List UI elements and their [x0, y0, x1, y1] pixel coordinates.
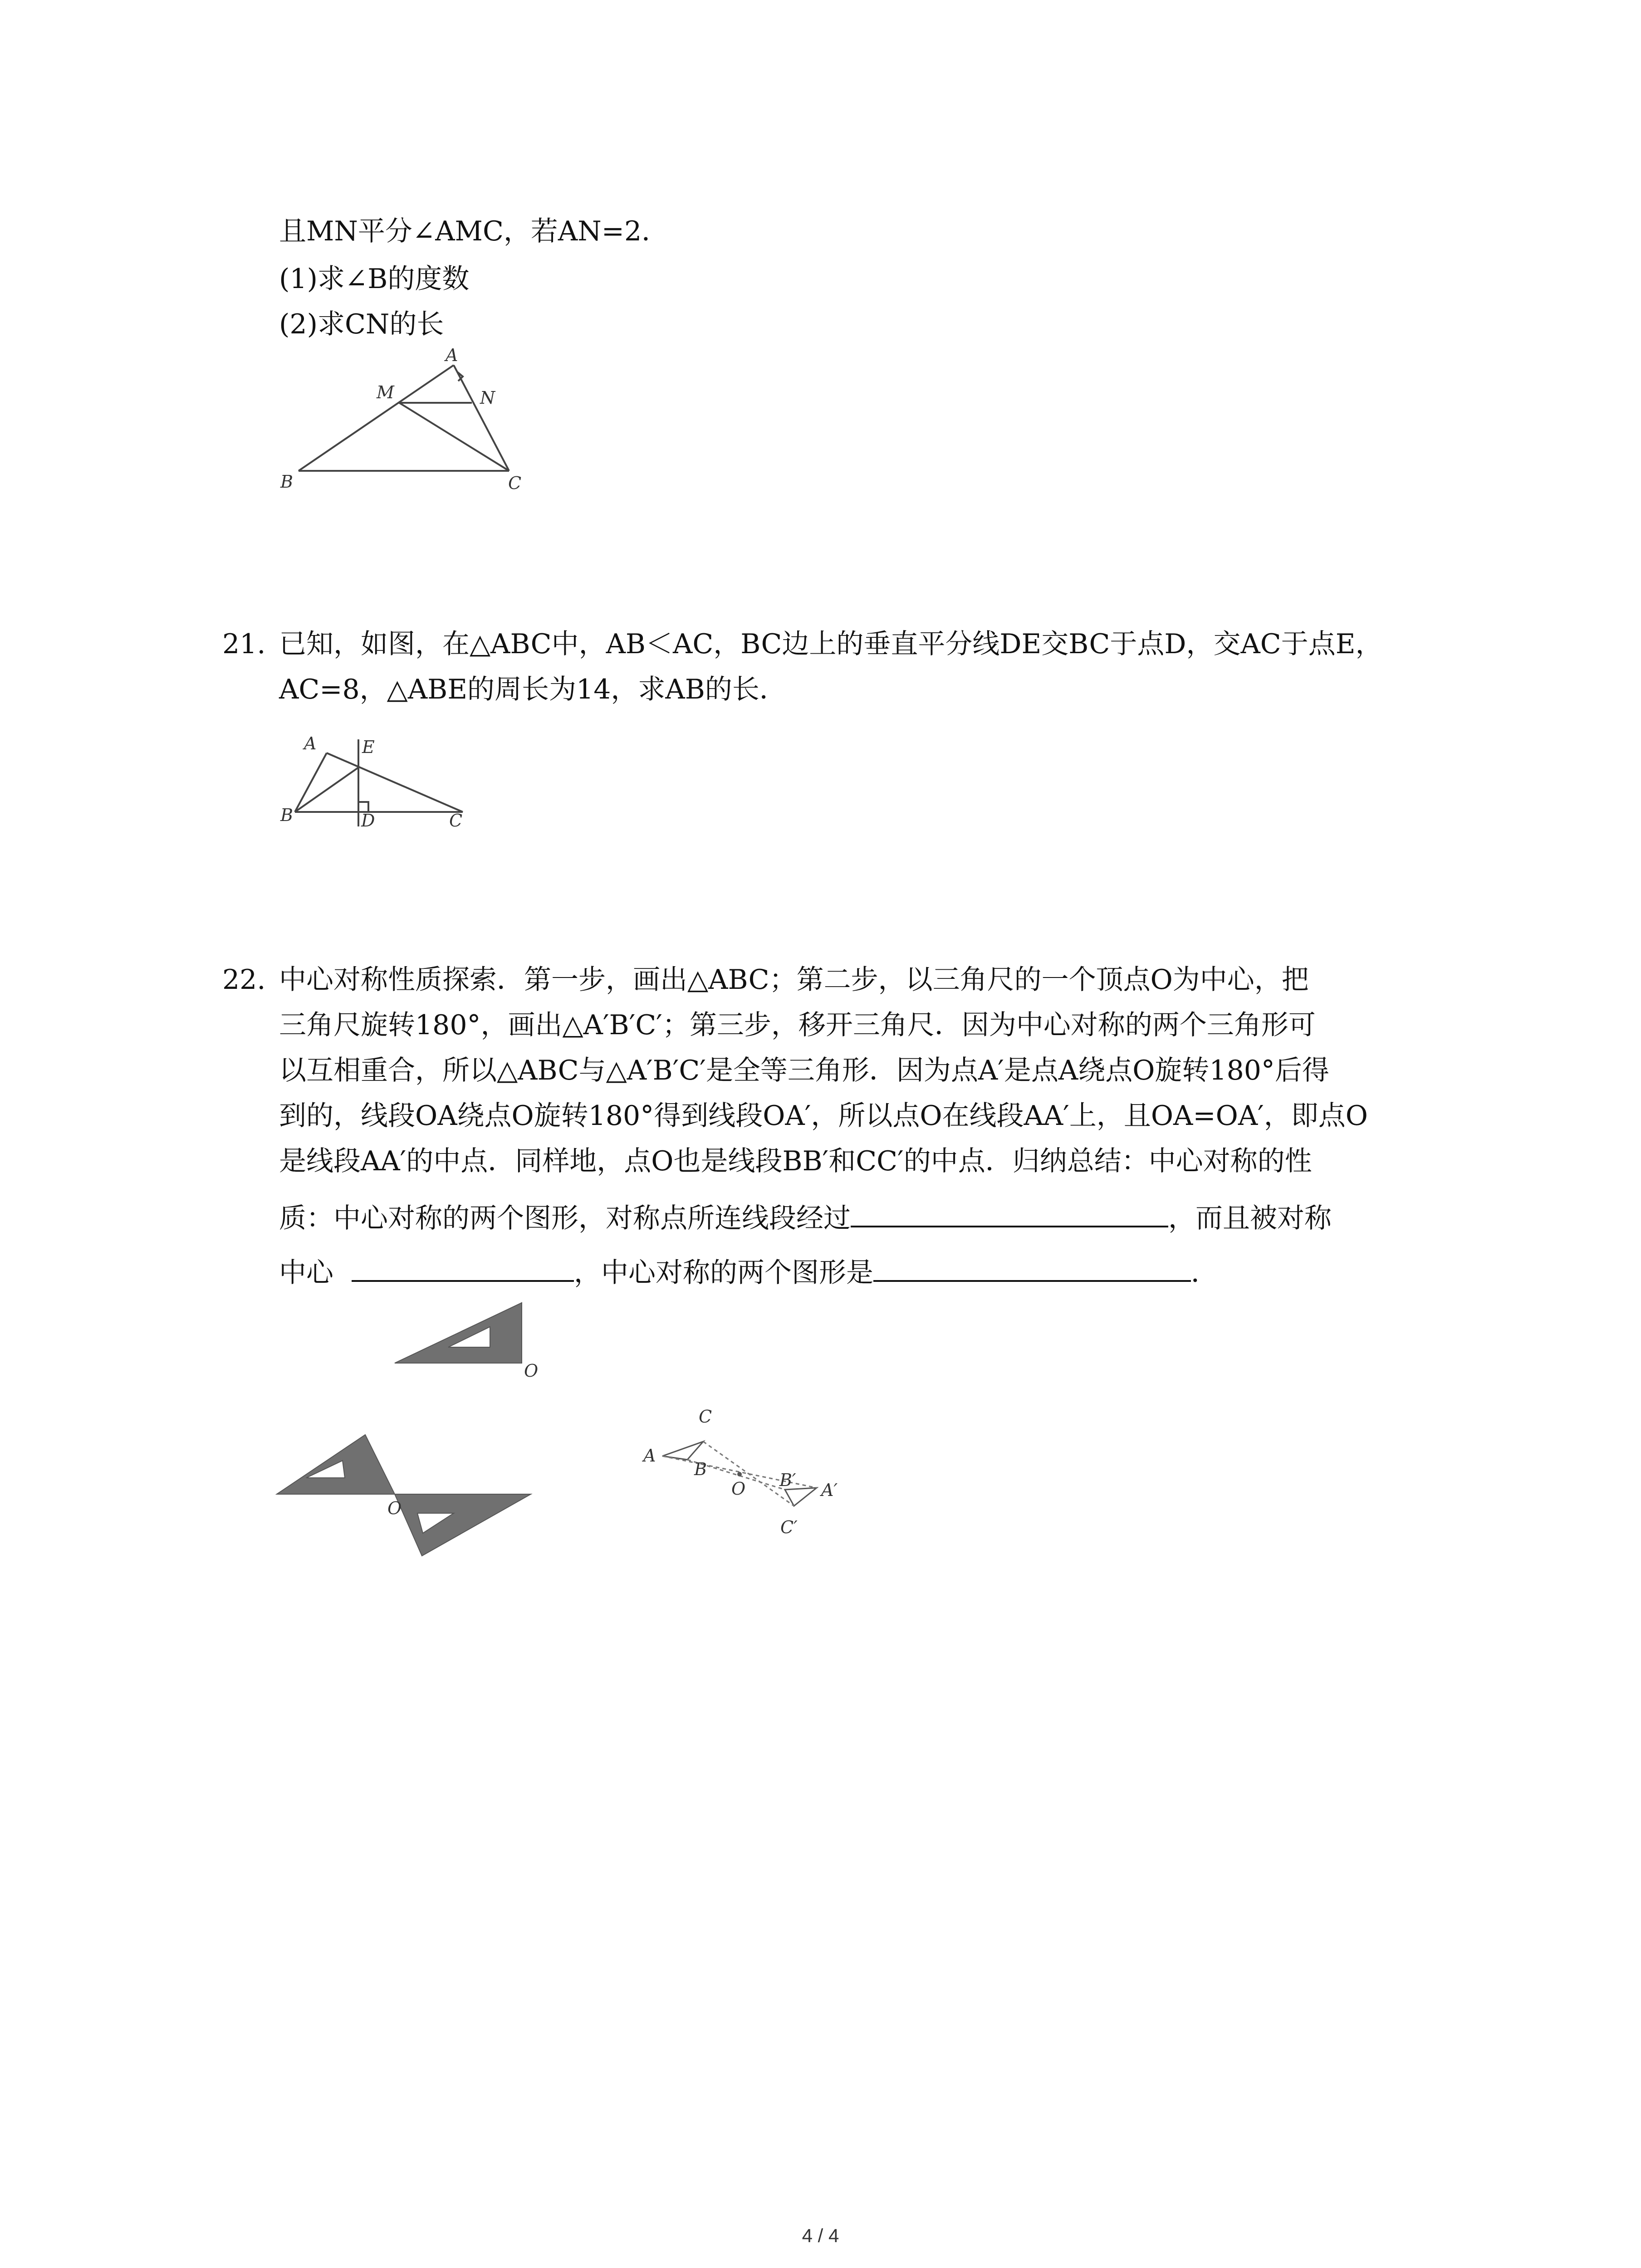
- sym-label-a: A: [643, 1446, 656, 1466]
- q22-line6-text-b: ，而且被对称: [1168, 1202, 1332, 1234]
- q22-text-line4: 到的，线段OA绕点O旋转180°得到线段OA′，所以点O在线段AA′上，且OA=OA′，即点O: [279, 1100, 1368, 1132]
- answer-blank-1[interactable]: [851, 1198, 1168, 1227]
- sym-label-b-prime: B′: [779, 1470, 796, 1490]
- set-square-label-o-bottom: O: [387, 1498, 402, 1518]
- q20-text-line1: 且MN平分∠AMC，若AN=2．: [279, 215, 669, 247]
- q20-label-b: B: [280, 472, 293, 492]
- q20-label-c: C: [508, 473, 522, 493]
- q22-text-line7: [279, 1252, 1218, 1291]
- q21-label-a: A: [304, 733, 317, 753]
- set-square-label-o-top: O: [524, 1361, 539, 1381]
- q22-line7-text-b: ，中心对称的两个图形是: [574, 1257, 873, 1289]
- q21-text-line2: AC=8，△ABE的周长为14，求AB的长．: [279, 674, 787, 705]
- q21-label-c: C: [449, 811, 463, 831]
- q22-text-line5: 是线段AA′的中点．同样地，点O也是线段BB′和CC′的中点．归纳总结：中心对称的性: [279, 1145, 1312, 1177]
- central-symmetry-figure: [635, 1402, 871, 1551]
- q21-number: 21.: [222, 628, 266, 660]
- sym-label-o: O: [731, 1479, 746, 1499]
- q20-part2: (2)求CN的长: [279, 308, 444, 340]
- q21-label-e: E: [362, 737, 375, 757]
- page-number: 4 / 4: [802, 2225, 839, 2246]
- sym-label-b: B: [694, 1459, 707, 1479]
- q22-line6-text-a: 质：中心对称的两个图形，对称点所连线段经过: [279, 1202, 851, 1234]
- q20-label-m: M: [377, 382, 394, 402]
- q22-text-line3: 以互相重合，所以△ABC与△A′B′C′是全等三角形．因为点A′是点A绕点O旋转180°后得: [279, 1055, 1329, 1086]
- q21-triangle-figure: [272, 721, 490, 844]
- q21-label-b: B: [280, 805, 293, 825]
- q20-label-n: N: [480, 388, 495, 408]
- q20-part1: (1)求∠B的度数: [279, 263, 470, 295]
- answer-blank-3[interactable]: [873, 1252, 1191, 1282]
- set-square-figure-top: [395, 1297, 549, 1379]
- q22-text-line6: [279, 1198, 1332, 1237]
- sym-label-c-prime: C′: [780, 1517, 798, 1537]
- sym-label-c: C: [699, 1407, 712, 1427]
- set-square-figure-bottom: [277, 1429, 540, 1560]
- q20-label-a: A: [446, 345, 458, 365]
- q22-text-line1: 中心对称性质探索．第一步，画出△ABC；第二步，以三角尺的一个顶点O为中心，把: [279, 964, 1309, 996]
- sym-label-a-prime: A′: [821, 1480, 838, 1500]
- answer-blank-2[interactable]: [352, 1252, 574, 1282]
- q21-label-d: D: [361, 811, 375, 831]
- q22-text-line2: 三角尺旋转180°，画出△A′B′C′；第三步，移开三角尺．因为中心对称的两个三角形可: [279, 1009, 1316, 1041]
- q22-number: 22.: [222, 964, 266, 996]
- q22-line7-text-a: 中心: [279, 1257, 333, 1289]
- q20-triangle-figure: [272, 345, 544, 499]
- q21-text-line1: 已知，如图，在△ABC中，AB＜AC，BC边上的垂直平分线DE交BC于点D，交AC于点E，: [279, 628, 1383, 660]
- q22-line7-text-c: ．: [1191, 1257, 1218, 1289]
